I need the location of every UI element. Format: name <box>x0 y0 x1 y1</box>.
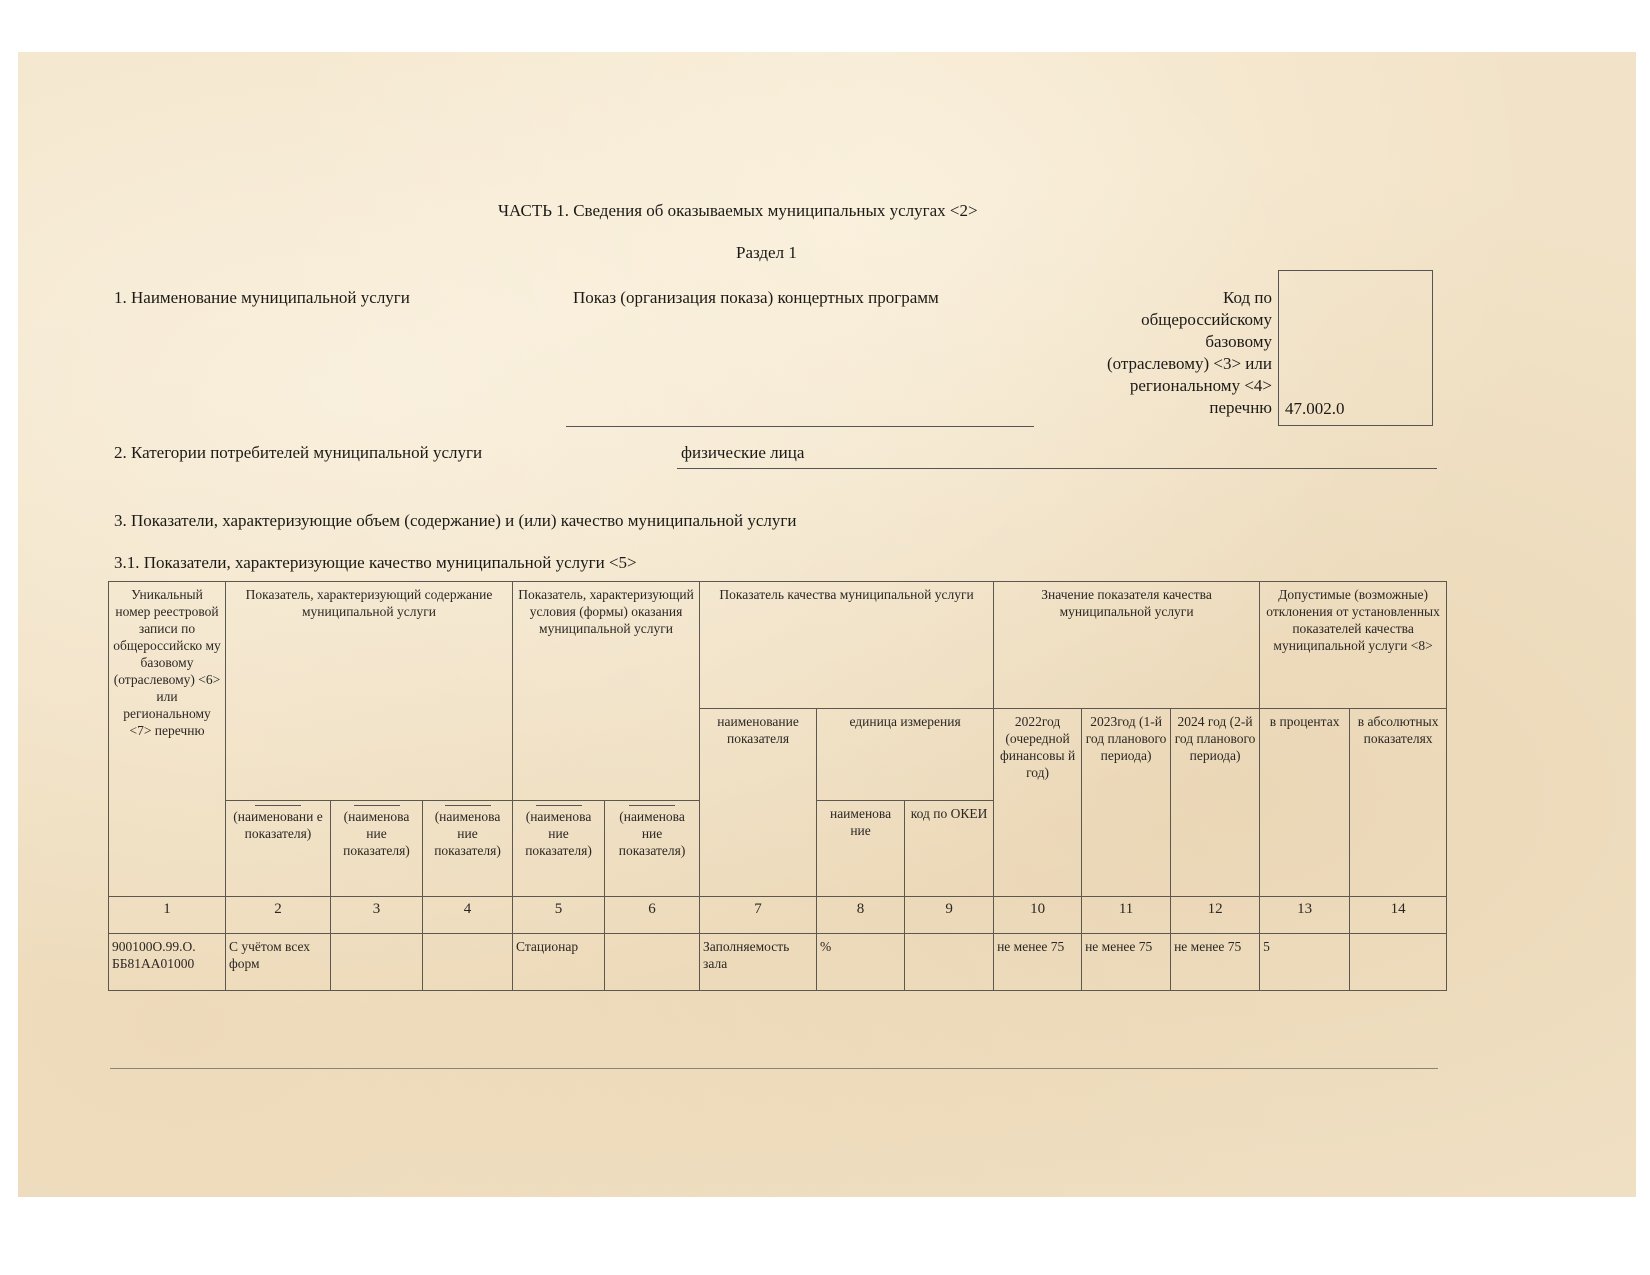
cell-content <box>331 934 423 991</box>
registry-code-label <box>1070 287 1272 419</box>
quality-indicators-heading: 3.1. Показатели, характеризующие качество муниципальной услуги <5> <box>114 553 637 572</box>
header-year-2024: 2024 год (2-й год планового периода) <box>1171 709 1260 897</box>
cell-registry-number: 900100О.99.О. ББ81АА01000 <box>109 934 226 991</box>
header-conditions-indicator: Показатель, характеризующий условия (формы) оказания муниципальной услуги <box>513 582 700 801</box>
consumer-category-underline <box>677 468 1437 469</box>
subheader-cell <box>513 801 605 897</box>
column-number: 1 <box>109 897 226 934</box>
subheader-unit-name: наименова ние <box>817 801 905 897</box>
cell-unit-name: % <box>817 934 905 991</box>
header-quality-indicator: Показатель качества муниципальной услуги <box>700 582 994 709</box>
header-deviation-absolute: в абсолютных показателях <box>1350 709 1447 897</box>
cell-value-2023: не менее 75 <box>1082 934 1171 991</box>
column-number: 11 <box>1082 897 1171 934</box>
column-number: 7 <box>700 897 817 934</box>
blank-line <box>536 805 582 806</box>
header-content-indicator: Показатель, характеризующий содержание муниципальной услуги <box>226 582 513 801</box>
registry-code-box <box>1278 270 1433 426</box>
registry-code-label-line: общероссийскому <box>1141 310 1272 329</box>
consumer-category-value: физические лица <box>681 443 805 462</box>
section-title: Раздел 1 <box>736 243 797 262</box>
header-deviation-percent: в процентах <box>1260 709 1350 897</box>
header-year-2022: 2022год (очередной финансовы й год) <box>994 709 1082 897</box>
subheader-cell <box>226 801 331 897</box>
header-allowed-deviation: Допустимые (возможные) отклонения от установленных показателей качества муниципальной услуги <8> <box>1260 582 1447 709</box>
cell-condition: Стационар <box>513 934 605 991</box>
column-number: 9 <box>905 897 994 934</box>
consumer-category-label: 2. Категории потребителей муниципальной услуги <box>114 443 483 462</box>
blank-line <box>445 805 491 806</box>
header-indicator-value: Значение показателя качества муниципальной услуги <box>994 582 1260 709</box>
service-name-label: 1. Наименование муниципальной услуги <box>114 288 410 307</box>
header-indicator-name: наименование показателя <box>700 709 817 897</box>
column-number: 2 <box>226 897 331 934</box>
column-number: 6 <box>605 897 700 934</box>
blank-line <box>255 805 301 806</box>
blank-line <box>629 805 675 806</box>
subheader-label: (наименова ние показателя) <box>525 809 592 858</box>
quality-indicators-table <box>108 581 1447 991</box>
service-name-underline <box>566 426 1034 427</box>
registry-code-label-line: (отраслевому) <3> или <box>1106 354 1272 373</box>
subheader-label: (наименова ние показателя) <box>618 809 686 858</box>
cell-condition <box>605 934 700 991</box>
part-title: ЧАСТЬ 1. Сведения об оказываемых муниципальных услугах <2> <box>498 201 978 220</box>
subheader-cell <box>605 801 700 897</box>
cell-deviation-absolute <box>1350 934 1447 991</box>
registry-code-label-line: Код по <box>1223 288 1272 307</box>
header-unique-number: Уникальный номер реестровой записи по общероссийско му базовому (отраслевому) <6> или региональному <7> перечню <box>109 582 226 897</box>
cell-okei-code <box>905 934 994 991</box>
column-number: 10 <box>994 897 1082 934</box>
service-name-value: Показ (организация показа) концертных программ <box>573 288 939 307</box>
table-row <box>109 934 1447 991</box>
column-number: 13 <box>1260 897 1350 934</box>
registry-code-value: 47.002.0 <box>1285 399 1345 418</box>
registry-code-label-line: базовому <box>1205 332 1272 351</box>
cell-indicator-name: Заполняемость зала <box>700 934 817 991</box>
subheader-label: (наименова ние показателя) <box>343 809 410 858</box>
registry-code-label-line: перечню <box>1209 398 1272 417</box>
subheader-label: (наименовани е показателя) <box>233 809 323 841</box>
column-number-row <box>109 897 1447 934</box>
indicators-heading: 3. Показатели, характеризующие объем (содержание) и (или) качество муниципальной услуги <box>114 511 797 530</box>
subheader-cell <box>331 801 423 897</box>
cell-content: С учётом всех форм <box>226 934 331 991</box>
bottom-rule <box>110 1068 1438 1069</box>
cell-value-2022: не менее 75 <box>994 934 1082 991</box>
blank-line <box>354 805 400 806</box>
column-number: 8 <box>817 897 905 934</box>
cell-deviation-percent: 5 <box>1260 934 1350 991</box>
cell-content <box>423 934 513 991</box>
subheader-label: (наименова ние показателя) <box>434 809 501 858</box>
cell-value-2024: не менее 75 <box>1171 934 1260 991</box>
column-number: 5 <box>513 897 605 934</box>
column-number: 3 <box>331 897 423 934</box>
column-number: 14 <box>1350 897 1447 934</box>
column-number: 12 <box>1171 897 1260 934</box>
header-unit: единица измерения <box>817 709 994 801</box>
subheader-cell <box>423 801 513 897</box>
column-number: 4 <box>423 897 513 934</box>
subheader-okei-code: код по ОКЕИ <box>905 801 994 897</box>
header-year-2023: 2023год (1-й год планового периода) <box>1082 709 1171 897</box>
registry-code-label-line: региональному <4> <box>1129 376 1272 395</box>
table-header-row <box>109 582 1447 709</box>
